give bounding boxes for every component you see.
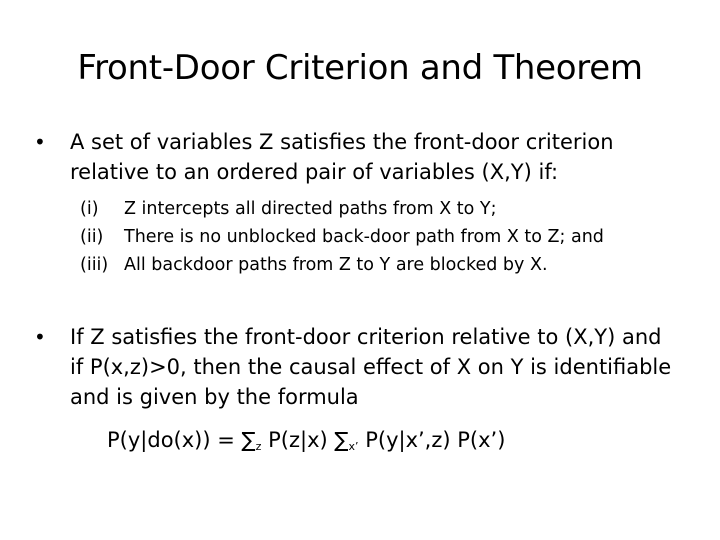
- condition-text: All backdoor paths from Z to Y are blocked by X.: [124, 255, 548, 275]
- condition-text: There is no unblocked back-door path from X to Z; and: [124, 227, 604, 247]
- condition-item: [80, 251, 700, 279]
- condition-item: [80, 195, 700, 223]
- bullet-marker: •: [34, 130, 46, 154]
- condition-number: (iii): [80, 255, 109, 275]
- bullet-text: If Z satisfies the front-door criterion relative to (X,Y) and if P(x,z)>0, then the causal effect of X on Y is identifiable and is given by the formula: [70, 325, 672, 409]
- bullet-front-door-criterion: [34, 127, 674, 187]
- condition-item: [80, 223, 700, 251]
- slide-title: Front-Door Criterion and Theorem: [77, 48, 643, 88]
- summation-subscript: x’: [348, 440, 359, 453]
- criterion-conditions-list: [80, 195, 700, 279]
- summation-subscript: z: [255, 440, 262, 453]
- condition-number: (i): [80, 199, 99, 219]
- formula-lhs: P(y|do(x)) =: [107, 428, 242, 452]
- condition-number: (ii): [80, 227, 104, 247]
- summation-symbol: ∑: [241, 428, 256, 452]
- bullet-front-door-theorem: [34, 322, 674, 412]
- formula-middle: P(z|x): [261, 428, 335, 452]
- condition-text: Z intercepts all directed paths from X to Y;: [124, 199, 497, 219]
- front-door-formula: [107, 425, 505, 455]
- bullet-text: A set of variables Z satisfies the front-door criterion relative to an ordered pair of variables (X,Y) if:: [70, 130, 614, 184]
- bullet-marker: •: [34, 325, 46, 349]
- formula-rhs: P(y|x’,z) P(x’): [358, 428, 506, 452]
- summation-symbol: ∑: [334, 428, 349, 452]
